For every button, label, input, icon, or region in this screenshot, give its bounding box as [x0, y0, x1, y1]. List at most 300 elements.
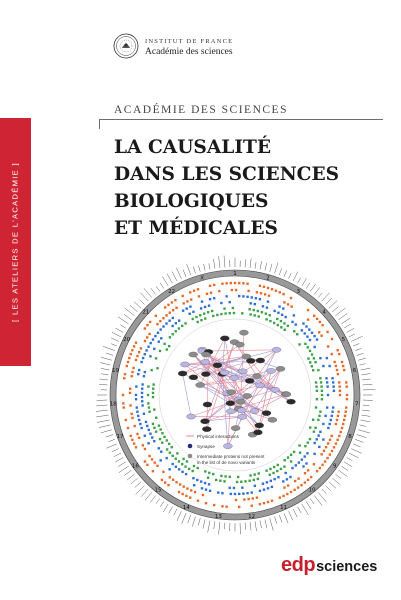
variant-dot: [234, 282, 236, 284]
title-line-4: ET MÉDICALES: [114, 218, 278, 239]
variant-dot: [316, 318, 318, 320]
variant-dot: [172, 309, 174, 311]
protein-node: [255, 423, 264, 428]
variant-dot: [259, 503, 261, 505]
gene-label-tick: [326, 486, 331, 491]
variant-dot: [220, 302, 222, 304]
variant-dot: [283, 301, 285, 303]
gene-label-tick: [361, 420, 370, 422]
variant-dot: [309, 361, 311, 363]
variant-dot: [185, 495, 187, 497]
chromosome-label: 18: [109, 401, 117, 408]
variant-dot: [301, 329, 303, 331]
gene-label-tick: [322, 489, 326, 494]
variant-dot: [301, 458, 303, 460]
gene-label-tick: [96, 415, 108, 417]
interaction-edge: [183, 373, 191, 416]
variant-dot: [247, 290, 249, 292]
variant-dot: [171, 325, 173, 327]
variant-dot: [155, 430, 157, 432]
gene-label-tick: [134, 302, 141, 308]
variant-dot: [206, 293, 208, 295]
variant-dot: [304, 445, 306, 447]
gene-label-tick: [112, 332, 121, 337]
variant-dot: [331, 338, 333, 340]
gene-label-tick: [255, 262, 256, 268]
gene-label-tick: [193, 266, 195, 273]
variant-dot: [307, 346, 309, 348]
variant-dot: [211, 310, 213, 312]
variant-dot: [175, 307, 177, 309]
publisher-logo-edp: edp: [281, 553, 316, 576]
chromosome-label: 19: [112, 368, 120, 375]
variant-dot: [319, 357, 321, 359]
variant-dot: [249, 313, 251, 315]
variant-dot: [153, 427, 155, 429]
variant-dot: [213, 297, 215, 299]
variant-dot: [135, 398, 137, 400]
variant-dot: [313, 335, 315, 337]
variant-dot: [284, 459, 286, 461]
variant-dot: [145, 421, 147, 423]
protein-node: [238, 369, 247, 374]
variant-dot: [207, 311, 209, 313]
gene-label-tick: [172, 271, 177, 280]
variant-dot: [329, 453, 331, 455]
variant-dot: [169, 476, 171, 478]
gene-label-tick: [99, 379, 107, 380]
protein-node: [202, 427, 211, 432]
variant-dot: [252, 497, 254, 499]
variant-dot: [178, 491, 180, 493]
variant-dot: [277, 324, 279, 326]
gene-label-tick: [145, 492, 152, 500]
variant-dot: [144, 327, 146, 329]
variant-dot: [262, 305, 264, 307]
title-rule-tick: [99, 119, 100, 129]
variant-dot: [313, 346, 315, 348]
gene-label-tick: [214, 521, 215, 529]
variant-dot: [223, 307, 225, 309]
gene-label-tick: [289, 273, 292, 278]
variant-dot: [174, 299, 176, 301]
variant-dot: [305, 325, 307, 327]
gene-label-tick: [363, 384, 373, 385]
variant-dot: [264, 293, 266, 295]
gene-label-tick: [111, 338, 119, 342]
variant-dot: [244, 480, 246, 482]
variant-dot: [331, 411, 333, 413]
variant-dot: [148, 333, 150, 335]
variant-dot: [155, 357, 157, 359]
gene-label-tick: [353, 343, 359, 346]
variant-dot: [269, 468, 271, 470]
variant-dot: [259, 285, 261, 287]
variant-dot: [327, 345, 329, 347]
variant-dot: [280, 320, 282, 322]
gene-label-tick: [341, 318, 350, 324]
gene-label-tick: [114, 453, 121, 457]
variant-dot: [253, 479, 255, 481]
gene-label-tick: [124, 314, 131, 319]
variant-dot: [256, 291, 258, 293]
variant-dot: [259, 490, 261, 492]
variant-dot: [317, 434, 319, 436]
variant-dot: [186, 460, 188, 462]
variant-dot: [161, 479, 163, 481]
protein-node: [178, 371, 187, 376]
variant-dot: [159, 350, 161, 352]
variant-dot: [307, 479, 309, 481]
variant-dot: [283, 465, 285, 467]
variant-dot: [316, 470, 318, 472]
gene-label-tick: [298, 278, 301, 284]
variant-dot: [282, 293, 284, 295]
variant-dot: [268, 294, 270, 296]
variant-dot: [238, 493, 240, 495]
variant-dot: [146, 336, 148, 338]
variant-dot: [249, 474, 251, 476]
variant-dot: [326, 331, 328, 333]
gene-label-tick: [156, 499, 160, 504]
variant-dot: [345, 406, 347, 408]
variant-dot: [287, 484, 289, 486]
variant-dot: [152, 396, 154, 398]
gene-label-tick: [362, 379, 371, 380]
chromosome-label: 4: [322, 309, 326, 316]
chromosome-label: 12: [248, 513, 256, 520]
variant-dot: [138, 437, 140, 439]
variant-dot: [327, 442, 329, 444]
variant-dot: [138, 419, 140, 421]
variant-dot: [269, 314, 271, 316]
gene-label-tick: [270, 518, 274, 530]
variant-dot: [331, 450, 333, 452]
variant-dot: [315, 406, 317, 408]
protein-node: [246, 358, 255, 363]
variant-dot: [287, 325, 289, 327]
variant-dot: [140, 361, 142, 363]
variant-dot: [210, 292, 212, 294]
variant-dot: [231, 289, 233, 291]
variant-dot: [296, 333, 298, 335]
variant-dot: [153, 408, 155, 410]
variant-dot: [241, 312, 243, 314]
variant-dot: [221, 283, 223, 285]
gene-label-tick: [160, 501, 164, 507]
gene-label-tick: [260, 261, 262, 269]
variant-dot: [248, 308, 250, 310]
variant-dot: [131, 371, 133, 373]
variant-dot: [322, 423, 324, 425]
gene-label-tick: [302, 504, 309, 515]
protein-node: [201, 371, 210, 376]
variant-dot: [148, 455, 150, 457]
variant-dot: [257, 310, 259, 312]
variant-dot: [249, 302, 251, 304]
variant-dot: [205, 502, 207, 504]
variant-dot: [336, 439, 338, 441]
gene-label-tick: [167, 274, 172, 283]
variant-dot: [196, 321, 198, 323]
variant-dot: [307, 318, 309, 320]
variant-dot: [309, 350, 311, 352]
gene-label-tick: [198, 518, 200, 525]
variant-dot: [203, 312, 205, 314]
variant-dot: [321, 390, 323, 392]
variant-dot: [295, 323, 297, 325]
interaction-edge: [228, 417, 242, 446]
variant-dot: [208, 483, 210, 485]
variant-dot: [262, 483, 264, 485]
variant-dot: [330, 419, 332, 421]
variant-dot: [175, 458, 177, 460]
protein-node: [255, 383, 264, 388]
variant-dot: [284, 472, 286, 474]
gene-label-tick: [224, 256, 225, 268]
variant-dot: [276, 470, 278, 472]
variant-dot: [318, 446, 320, 448]
gene-label-tick: [156, 286, 160, 291]
variant-dot: [186, 300, 188, 302]
chromosome-label: 8: [348, 433, 352, 440]
protein-node: [201, 352, 210, 357]
variant-dot: [267, 300, 269, 302]
variant-dot: [282, 307, 284, 309]
variant-dot: [215, 479, 217, 481]
legend-physical-label: Physical interactions: [197, 434, 239, 439]
variant-dot: [148, 429, 150, 431]
variant-dot: [242, 295, 244, 297]
protein-node: [235, 342, 244, 347]
variant-dot: [282, 480, 284, 482]
variant-dot: [281, 314, 283, 316]
variant-dot: [273, 322, 275, 324]
variant-dot: [259, 298, 261, 300]
variant-dot: [136, 433, 138, 435]
variant-dot: [158, 447, 160, 449]
variant-dot: [224, 475, 226, 477]
gene-label-tick: [339, 470, 348, 476]
variant-dot: [207, 477, 209, 479]
gene-label-tick: [99, 425, 111, 428]
variant-dot: [147, 346, 149, 348]
variant-dot: [158, 424, 160, 426]
chromosome-label: 1: [233, 271, 237, 277]
variant-dot: [343, 419, 345, 421]
variant-dot: [163, 343, 165, 345]
variant-dot: [138, 351, 140, 353]
variant-dot: [140, 427, 142, 429]
variant-dot: [304, 455, 306, 457]
variant-dot: [229, 312, 231, 314]
protein-node: [253, 374, 262, 379]
variant-dot: [286, 493, 288, 495]
variant-dot: [155, 315, 157, 317]
variant-dot: [229, 476, 231, 478]
variant-dot: [321, 394, 323, 396]
protein-node: [287, 399, 296, 404]
variant-dot: [246, 492, 248, 494]
variant-dot: [343, 369, 345, 371]
protein-node: [250, 409, 259, 414]
variant-dot: [190, 489, 192, 491]
variant-dot: [287, 303, 289, 305]
variant-dot: [298, 343, 300, 345]
variant-dot: [332, 381, 334, 383]
gene-label-tick: [176, 268, 181, 279]
variant-dot: [328, 423, 330, 425]
variant-dot: [166, 448, 168, 450]
variant-dot: [146, 464, 148, 466]
legend-intermediate-label-1: Intermediate proteins not present: [197, 454, 265, 459]
variant-dot: [280, 468, 282, 470]
variant-dot: [192, 477, 194, 479]
gene-label-tick: [310, 284, 315, 292]
variant-dot: [311, 332, 313, 334]
variant-dot: [307, 441, 309, 443]
variant-dot: [149, 433, 151, 435]
gene-label-tick: [298, 507, 302, 513]
variant-dot: [171, 301, 173, 303]
gene-label-tick: [318, 293, 322, 298]
variant-dot: [159, 459, 161, 461]
variant-dot: [234, 493, 236, 495]
variant-dot: [258, 472, 260, 474]
variant-dot: [208, 472, 210, 474]
interaction-edge: [205, 410, 242, 421]
variant-dot: [142, 357, 144, 359]
variant-dot: [153, 440, 155, 442]
gene-label-tick: [270, 264, 272, 272]
variant-dot: [175, 330, 177, 332]
variant-dot: [345, 381, 347, 383]
variant-dot: [146, 425, 148, 427]
variant-dot: [236, 481, 238, 483]
variant-dot: [235, 289, 237, 291]
gene-label-tick: [260, 521, 261, 528]
variant-dot: [135, 394, 137, 396]
title-rule: [99, 119, 383, 120]
variant-dot: [130, 375, 132, 377]
gene-label-tick: [279, 515, 282, 522]
gene-label-tick: [219, 256, 220, 268]
gene-label-tick: [245, 523, 246, 530]
legend-intermediate-dot: [188, 454, 193, 459]
variant-dot: [339, 390, 341, 392]
variant-dot: [181, 325, 183, 327]
variant-dot: [154, 335, 156, 337]
variant-dot: [344, 415, 346, 417]
variant-dot: [135, 341, 137, 343]
gene-label-tick: [140, 293, 148, 301]
variant-dot: [181, 493, 183, 495]
variant-dot: [124, 373, 126, 375]
protein-node: [223, 444, 232, 449]
variant-dot: [291, 321, 293, 323]
variant-dot: [291, 467, 293, 469]
variant-dot: [150, 369, 152, 371]
chromosome-label: 14: [182, 504, 190, 511]
variant-dot: [271, 486, 273, 488]
variant-dot: [217, 491, 219, 493]
variant-dot: [242, 492, 244, 494]
variant-dot: [147, 402, 149, 404]
variant-dot: [243, 498, 245, 500]
variant-dot: [293, 489, 295, 491]
variant-dot: [273, 478, 275, 480]
variant-dot: [209, 285, 211, 287]
variant-dot: [160, 450, 162, 452]
gene-label-tick: [275, 262, 279, 273]
gene-label-tick: [279, 268, 281, 275]
gene-label-tick: [310, 499, 314, 505]
gene-label-tick: [293, 509, 297, 517]
variant-dot: [168, 468, 170, 470]
chromosome-label: 21: [142, 309, 150, 316]
variant-dot: [172, 455, 174, 457]
variant-dot: [208, 304, 210, 306]
variant-dot: [331, 353, 333, 355]
variant-dot: [304, 343, 306, 345]
variant-dot: [263, 488, 265, 490]
variant-dot: [232, 307, 234, 309]
gene-label-tick: [362, 410, 370, 411]
variant-dot: [254, 485, 256, 487]
variant-dot: [169, 451, 171, 453]
variant-dot: [181, 471, 183, 473]
variant-dot: [144, 448, 146, 450]
variant-dot: [254, 303, 256, 305]
protein-node: [200, 419, 209, 424]
gene-label-tick: [111, 344, 117, 346]
variant-dot: [201, 300, 203, 302]
variant-dot: [194, 491, 196, 493]
variant-dot: [290, 491, 292, 493]
variant-dot: [290, 454, 292, 456]
chromosome-label: 11: [280, 504, 288, 511]
variant-dot: [172, 317, 174, 319]
variant-dot: [295, 464, 297, 466]
variant-dot: [286, 478, 288, 480]
variant-dot: [220, 475, 222, 477]
variant-dot: [309, 438, 311, 440]
variant-dot: [293, 314, 295, 316]
variant-dot: [327, 394, 329, 396]
variant-dot: [153, 348, 155, 350]
gene-label-tick: [355, 348, 361, 350]
variant-dot: [130, 353, 132, 355]
gene-label-tick: [188, 515, 191, 523]
gene-label-tick: [213, 259, 215, 269]
variant-dot: [200, 319, 202, 321]
book-title: [114, 134, 389, 242]
variant-dot: [138, 369, 140, 371]
protein-node: [256, 358, 265, 363]
variant-dot: [333, 390, 335, 392]
variant-dot: [204, 317, 206, 319]
variant-dot: [304, 472, 306, 474]
series-label: ACADÉMIE DES SCIENCES: [114, 104, 288, 116]
variant-dot: [139, 423, 141, 425]
variant-dot: [313, 463, 315, 465]
variant-dot: [254, 314, 256, 316]
variant-dot: [247, 498, 249, 500]
variant-dot: [306, 335, 308, 337]
series-side-band-label: [ LES ATELIERS DE L'ACADÉMIE ]: [10, 162, 20, 322]
legend-intermediate-label-2: in the list of de novo variants: [197, 460, 256, 465]
variant-dot: [311, 353, 313, 355]
